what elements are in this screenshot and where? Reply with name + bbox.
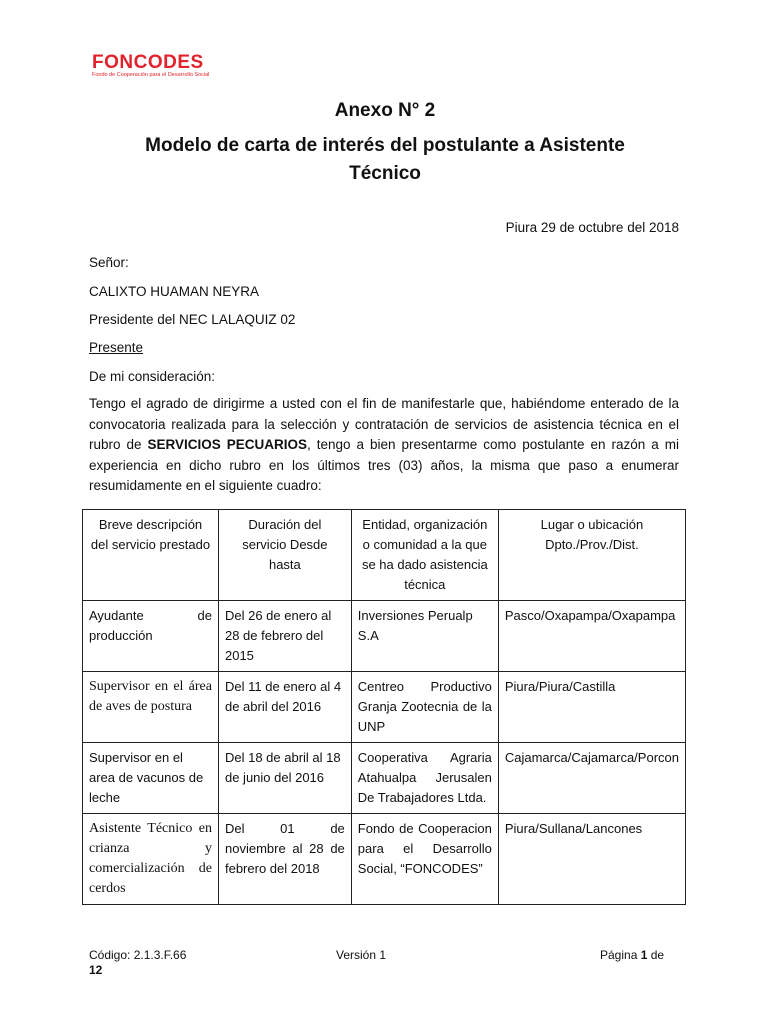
cell-description: Supervisor en el area de vacunos de leche (83, 743, 219, 814)
table-row (83, 743, 686, 814)
document-title-line2: Técnico (349, 163, 421, 184)
cell-entity: Inversiones Perualp S.A (351, 601, 498, 672)
letter-date: Piura 29 de octubre del 2018 (505, 220, 679, 235)
cell-description: Supervisor en el área de aves de postura (83, 672, 219, 743)
header-location: Lugar o ubicación Dpto./Prov./Dist. (498, 510, 685, 601)
salutation: Señor: (89, 255, 129, 270)
cell-duration: Del 26 de enero al 28 de febrero del 2015 (218, 601, 351, 672)
table-row (83, 672, 686, 743)
greeting: De mi consideración: (89, 369, 216, 384)
recipient-name: CALIXTO HUAMAN NEYRA (89, 284, 260, 299)
footer-page-of: de (647, 948, 665, 962)
cell-description: Asistente Técnico en crianza y comercialización de cerdos (83, 814, 219, 905)
footer-code: Código: 2.1.3.F.66 (89, 948, 187, 962)
footer-page-label: Página (600, 948, 641, 962)
body-part2: , tengo a bien presentarme como postulante en razón a mi experiencia en dicho rubro en los últimos tres (03) años, la misma que paso a enumerar resumidamente en el siguiente cuadro: (89, 437, 679, 493)
table-row (83, 814, 686, 905)
letter-body (89, 394, 679, 497)
cell-entity: Centreo Productivo Granja Zootecnia de la UNP (351, 672, 498, 743)
services-table (82, 509, 686, 905)
cell-duration: Del 01 de noviembre al 28 de febrero del 2018 (218, 814, 351, 905)
cell-location: Piura/Piura/Castilla (498, 672, 685, 743)
header-duration: Duración del servicio Desde hasta (218, 510, 351, 601)
document-title-line1: Modelo de carta de interés del postulante a Asistente (145, 135, 625, 156)
footer-version: Versión 1 (336, 948, 387, 962)
header-entity: Entidad, organización o comunidad a la que se ha dado asistencia técnica (351, 510, 498, 601)
logo-brand: FONCODES (92, 52, 204, 73)
cell-location: Piura/Sullana/Lancones (498, 814, 685, 905)
recipient-title: Presidente del NEC LALAQUIZ 02 (89, 312, 296, 327)
header-description: Breve descripción del servicio prestado (83, 510, 219, 601)
cell-duration: Del 18 de abril al 18 de junio del 2016 (218, 743, 351, 814)
cell-description: Ayudante de producción (83, 601, 219, 672)
cell-entity: Cooperativa Agraria Atahualpa Jerusalen De Trabajadores Ltda. (351, 743, 498, 814)
foncodes-logo (92, 54, 209, 79)
cell-location: Cajamarca/Cajamarca/Porcon (498, 743, 685, 814)
body-part1: Tengo el agrado de dirigirme a usted con el fin de manifestarle que, habiéndome enterado de la convocatoria realizada para la selección y contratación de servicios de asistencia técnica en el rubro de (89, 396, 679, 452)
table-header-row (83, 510, 686, 601)
body-bold-service: SERVICIOS PECUARIOS (147, 437, 308, 452)
annex-title: Anexo N° 2 (334, 100, 436, 121)
presente-label: Presente (89, 340, 144, 355)
footer-page-number: 1 (640, 948, 648, 962)
footer-total-pages: 12 (89, 963, 103, 977)
document-title (90, 132, 680, 188)
cell-duration: Del 11 de enero al 4 de abril del 2016 (218, 672, 351, 743)
table-row (83, 601, 686, 672)
logo-tagline: Fondo de Cooperación para el Desarrollo Social (92, 72, 210, 78)
cell-entity: Fondo de Cooperacion para el Desarrollo Social, “FONCODES” (351, 814, 498, 905)
cell-location: Pasco/Oxapampa/Oxapampa (498, 601, 685, 672)
footer-page (600, 948, 664, 962)
